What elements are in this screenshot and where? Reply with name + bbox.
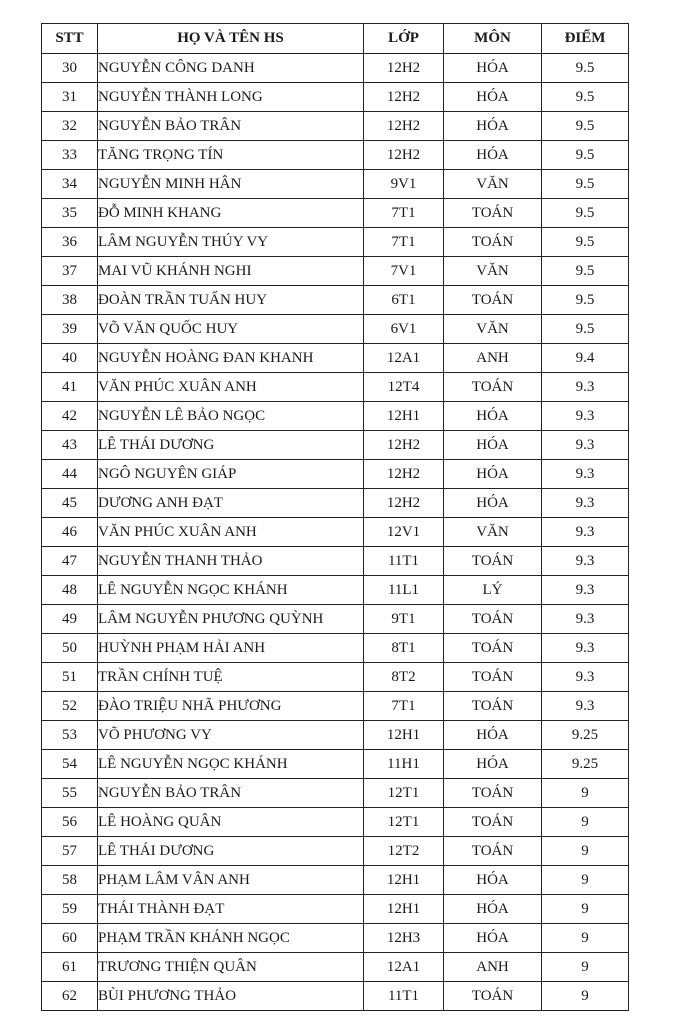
cell-student-name: NGUYỄN THÀNH LONG (98, 83, 364, 112)
table-header-row (42, 24, 629, 54)
table-row (42, 605, 629, 634)
cell-subject: HÓA (444, 866, 542, 895)
cell-student-name: DƯƠNG ANH ĐẠT (98, 489, 364, 518)
header-name: HỌ VÀ TÊN HS (98, 24, 364, 54)
cell-class: 8T2 (364, 663, 444, 692)
cell-subject: VĂN (444, 315, 542, 344)
cell-subject: TOÁN (444, 228, 542, 257)
cell-stt: 41 (42, 373, 98, 402)
table-row (42, 779, 629, 808)
cell-score: 9.3 (542, 518, 629, 547)
cell-student-name: LÂM NGUYỄN THÚY VY (98, 228, 364, 257)
table-row (42, 54, 629, 83)
cell-class: 12H2 (364, 460, 444, 489)
cell-subject: VĂN (444, 257, 542, 286)
cell-subject: TOÁN (444, 547, 542, 576)
cell-stt: 58 (42, 866, 98, 895)
header-stt: STT (42, 24, 98, 54)
cell-student-name: HUỲNH PHẠM HẢI ANH (98, 634, 364, 663)
cell-subject: TOÁN (444, 634, 542, 663)
cell-score: 9.5 (542, 315, 629, 344)
cell-score: 9.5 (542, 83, 629, 112)
cell-score: 9 (542, 953, 629, 982)
table-row (42, 518, 629, 547)
cell-score: 9 (542, 895, 629, 924)
table-row (42, 170, 629, 199)
cell-score: 9.5 (542, 141, 629, 170)
cell-class: 11T1 (364, 547, 444, 576)
cell-stt: 43 (42, 431, 98, 460)
cell-class: 12H2 (364, 141, 444, 170)
cell-student-name: NGÔ NGUYÊN GIÁP (98, 460, 364, 489)
cell-class: 12V1 (364, 518, 444, 547)
cell-student-name: ĐOÀN TRẦN TUẤN HUY (98, 286, 364, 315)
cell-student-name: NGUYỄN LÊ BẢO NGỌC (98, 402, 364, 431)
cell-subject: TOÁN (444, 373, 542, 402)
table-row (42, 228, 629, 257)
table-row (42, 576, 629, 605)
table-row (42, 866, 629, 895)
cell-stt: 35 (42, 199, 98, 228)
cell-student-name: ĐỖ MINH KHANG (98, 199, 364, 228)
cell-subject: HÓA (444, 750, 542, 779)
cell-subject: TOÁN (444, 199, 542, 228)
table-row (42, 315, 629, 344)
cell-student-name: VÕ PHƯƠNG VY (98, 721, 364, 750)
cell-student-name: TĂNG TRỌNG TÍN (98, 141, 364, 170)
cell-score: 9.5 (542, 228, 629, 257)
cell-student-name: ĐÀO TRIỆU NHÃ PHƯƠNG (98, 692, 364, 721)
cell-student-name: TRẦN CHÍNH TUỆ (98, 663, 364, 692)
cell-score: 9.3 (542, 605, 629, 634)
cell-stt: 57 (42, 837, 98, 866)
table-row (42, 634, 629, 663)
cell-class: 12H1 (364, 866, 444, 895)
cell-subject: HÓA (444, 141, 542, 170)
cell-score: 9.25 (542, 721, 629, 750)
cell-stt: 59 (42, 895, 98, 924)
table-row (42, 402, 629, 431)
cell-score: 9.5 (542, 54, 629, 83)
cell-score: 9 (542, 982, 629, 1011)
cell-score: 9.5 (542, 170, 629, 199)
cell-student-name: NGUYỄN BẢO TRÂN (98, 779, 364, 808)
cell-subject: LÝ (444, 576, 542, 605)
cell-class: 12H1 (364, 402, 444, 431)
cell-stt: 55 (42, 779, 98, 808)
cell-subject: HÓA (444, 431, 542, 460)
cell-subject: TOÁN (444, 779, 542, 808)
cell-score: 9.25 (542, 750, 629, 779)
table-row (42, 112, 629, 141)
cell-stt: 38 (42, 286, 98, 315)
cell-score: 9 (542, 866, 629, 895)
cell-student-name: NGUYỄN MINH HÂN (98, 170, 364, 199)
cell-class: 12T2 (364, 837, 444, 866)
table-row (42, 373, 629, 402)
cell-class: 12H1 (364, 721, 444, 750)
cell-subject: TOÁN (444, 808, 542, 837)
cell-stt: 34 (42, 170, 98, 199)
cell-score: 9 (542, 779, 629, 808)
cell-student-name: VĂN PHÚC XUÂN ANH (98, 373, 364, 402)
cell-class: 12H2 (364, 112, 444, 141)
cell-student-name: BÙI PHƯƠNG THẢO (98, 982, 364, 1011)
cell-stt: 33 (42, 141, 98, 170)
cell-subject: TOÁN (444, 982, 542, 1011)
table-row (42, 460, 629, 489)
cell-score: 9.3 (542, 431, 629, 460)
cell-student-name: PHẠM TRẦN KHÁNH NGỌC (98, 924, 364, 953)
cell-score: 9.3 (542, 692, 629, 721)
cell-class: 7T1 (364, 228, 444, 257)
cell-class: 12A1 (364, 344, 444, 373)
cell-student-name: VÕ VĂN QUỐC HUY (98, 315, 364, 344)
cell-stt: 54 (42, 750, 98, 779)
cell-score: 9 (542, 808, 629, 837)
cell-stt: 56 (42, 808, 98, 837)
cell-class: 12H2 (364, 83, 444, 112)
cell-class: 7V1 (364, 257, 444, 286)
cell-stt: 51 (42, 663, 98, 692)
cell-stt: 30 (42, 54, 98, 83)
cell-subject: HÓA (444, 402, 542, 431)
table-row (42, 692, 629, 721)
cell-student-name: LÊ NGUYỄN NGỌC KHÁNH (98, 576, 364, 605)
cell-subject: HÓA (444, 83, 542, 112)
cell-stt: 37 (42, 257, 98, 286)
table-row (42, 257, 629, 286)
cell-student-name: MAI VŨ KHÁNH NGHI (98, 257, 364, 286)
table-row (42, 83, 629, 112)
cell-class: 12A1 (364, 953, 444, 982)
cell-class: 11T1 (364, 982, 444, 1011)
cell-stt: 39 (42, 315, 98, 344)
cell-student-name: NGUYỄN THANH THẢO (98, 547, 364, 576)
cell-student-name: PHẠM LÂM VÂN ANH (98, 866, 364, 895)
table-row (42, 199, 629, 228)
cell-student-name: LÊ THÁI DƯƠNG (98, 837, 364, 866)
cell-subject: HÓA (444, 112, 542, 141)
table-row (42, 547, 629, 576)
cell-subject: HÓA (444, 721, 542, 750)
table-row (42, 895, 629, 924)
cell-student-name: THÁI THÀNH ĐẠT (98, 895, 364, 924)
cell-score: 9.3 (542, 460, 629, 489)
table-row (42, 431, 629, 460)
header-subject: MÔN (444, 24, 542, 54)
cell-subject: ANH (444, 344, 542, 373)
cell-class: 12T1 (364, 808, 444, 837)
cell-class: 7T1 (364, 692, 444, 721)
cell-student-name: LÂM NGUYỄN PHƯƠNG QUỲNH (98, 605, 364, 634)
table-row (42, 663, 629, 692)
cell-subject: HÓA (444, 924, 542, 953)
cell-subject: TOÁN (444, 286, 542, 315)
cell-student-name: NGUYỄN BẢO TRÂN (98, 112, 364, 141)
cell-score: 9 (542, 837, 629, 866)
cell-stt: 47 (42, 547, 98, 576)
cell-subject: TOÁN (444, 605, 542, 634)
cell-score: 9.3 (542, 663, 629, 692)
cell-score: 9 (542, 924, 629, 953)
cell-subject: TOÁN (444, 837, 542, 866)
cell-student-name: NGUYỄN HOÀNG ĐAN KHANH (98, 344, 364, 373)
cell-score: 9.3 (542, 402, 629, 431)
cell-stt: 31 (42, 83, 98, 112)
table-row (42, 837, 629, 866)
cell-class: 12H1 (364, 895, 444, 924)
cell-class: 12T1 (364, 779, 444, 808)
cell-score: 9.3 (542, 489, 629, 518)
table-row (42, 924, 629, 953)
cell-stt: 61 (42, 953, 98, 982)
cell-subject: HÓA (444, 895, 542, 924)
cell-student-name: TRƯƠNG THIỆN QUÂN (98, 953, 364, 982)
cell-class: 12H2 (364, 54, 444, 83)
cell-class: 9V1 (364, 170, 444, 199)
student-results-table (41, 23, 629, 1011)
cell-class: 6V1 (364, 315, 444, 344)
table-row (42, 141, 629, 170)
cell-stt: 45 (42, 489, 98, 518)
cell-score: 9.5 (542, 286, 629, 315)
cell-stt: 44 (42, 460, 98, 489)
cell-subject: HÓA (444, 460, 542, 489)
cell-stt: 49 (42, 605, 98, 634)
table-row (42, 721, 629, 750)
cell-score: 9.3 (542, 634, 629, 663)
cell-stt: 36 (42, 228, 98, 257)
cell-class: 12T4 (364, 373, 444, 402)
cell-subject: HÓA (444, 54, 542, 83)
cell-stt: 40 (42, 344, 98, 373)
header-score: ĐIỂM (542, 24, 629, 54)
cell-subject: ANH (444, 953, 542, 982)
cell-score: 9.5 (542, 112, 629, 141)
cell-score: 9.3 (542, 373, 629, 402)
cell-score: 9.5 (542, 257, 629, 286)
cell-student-name: VĂN PHÚC XUÂN ANH (98, 518, 364, 547)
cell-class: 8T1 (364, 634, 444, 663)
cell-stt: 53 (42, 721, 98, 750)
table-row (42, 808, 629, 837)
cell-stt: 42 (42, 402, 98, 431)
cell-class: 12H3 (364, 924, 444, 953)
cell-class: 12H2 (364, 489, 444, 518)
cell-subject: TOÁN (444, 692, 542, 721)
cell-subject: VĂN (444, 170, 542, 199)
cell-score: 9.5 (542, 199, 629, 228)
header-class: LỚP (364, 24, 444, 54)
cell-subject: HÓA (444, 489, 542, 518)
table-row (42, 982, 629, 1011)
cell-score: 9.3 (542, 576, 629, 605)
cell-class: 11H1 (364, 750, 444, 779)
cell-stt: 32 (42, 112, 98, 141)
cell-subject: VĂN (444, 518, 542, 547)
cell-class: 11L1 (364, 576, 444, 605)
cell-class: 6T1 (364, 286, 444, 315)
cell-stt: 46 (42, 518, 98, 547)
cell-student-name: LÊ NGUYỄN NGỌC KHÁNH (98, 750, 364, 779)
table-row (42, 489, 629, 518)
cell-stt: 60 (42, 924, 98, 953)
cell-student-name: LÊ HOÀNG QUÂN (98, 808, 364, 837)
cell-class: 12H2 (364, 431, 444, 460)
cell-stt: 50 (42, 634, 98, 663)
cell-stt: 48 (42, 576, 98, 605)
results-sheet (41, 23, 628, 1011)
cell-student-name: NGUYỄN CÔNG DANH (98, 54, 364, 83)
cell-class: 9T1 (364, 605, 444, 634)
table-row (42, 344, 629, 373)
cell-student-name: LÊ THÁI DƯƠNG (98, 431, 364, 460)
cell-score: 9.4 (542, 344, 629, 373)
table-row (42, 286, 629, 315)
cell-subject: TOÁN (444, 663, 542, 692)
cell-stt: 52 (42, 692, 98, 721)
table-body (42, 54, 629, 1011)
cell-class: 7T1 (364, 199, 444, 228)
table-row (42, 953, 629, 982)
table-row (42, 750, 629, 779)
cell-stt: 62 (42, 982, 98, 1011)
cell-score: 9.3 (542, 547, 629, 576)
